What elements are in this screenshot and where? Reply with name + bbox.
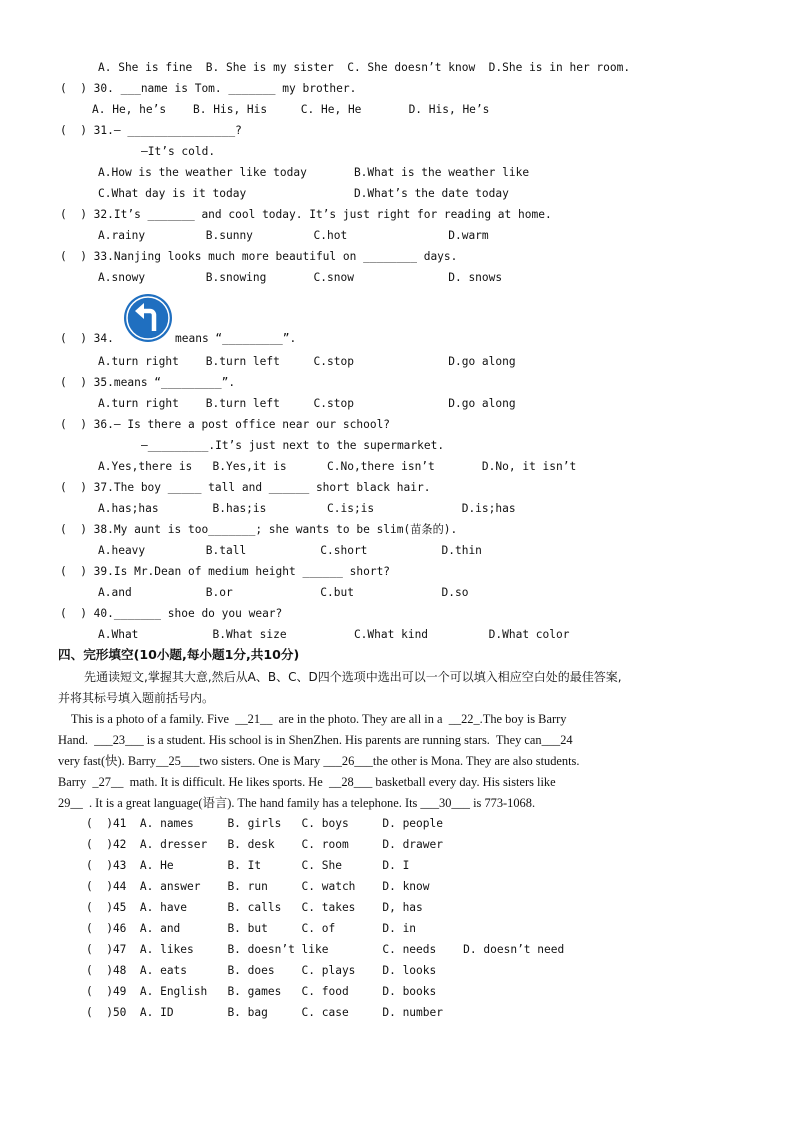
text-line-0: A. She is fine B. She is my sister C. She doesn’t know D.She is in her room. <box>98 61 631 74</box>
passage-line-5: 29__ . It is a great language(语言). The hand family has a telephone. Its ___30___ is 773-1068. <box>58 796 536 810</box>
text-line-11: ( ) 34. <box>60 332 114 345</box>
text-line-33: ( )47 A. likes B. doesn’t like C. needs D. doesn’t need <box>86 943 565 956</box>
text-line-25: ( ) 40._______ shoe do you wear? <box>60 607 283 620</box>
text-line-34: ( )48 A. eats B. does C. plays D. looks <box>86 964 437 977</box>
text-line-7: ( ) 32.It’s _______ and cool today. It’s just right for reading at home. <box>60 208 552 221</box>
text-line-15: A.turn right B.turn left C.stop D.go along <box>98 397 516 410</box>
text-line-19: ( ) 37.The boy _____ tall and ______ short black hair. <box>60 481 431 494</box>
passage-line-4: Barry _27__ math. It is difficult. He likes sports. He __28___ basketball every day. His sisters like <box>58 775 556 789</box>
passage-line-1: This is a photo of a family. Five __21__ are in the photo. They are all in a __22_.The boy is Barry <box>68 712 567 726</box>
text-line-26: A.What B.What size C.What kind D.What color <box>98 628 570 641</box>
text-line-22: A.heavy B.tall C.short D.thin <box>98 544 482 557</box>
text-line-13: A.turn right B.turn left C.stop D.go along <box>98 355 516 368</box>
text-line-5: A.How is the weather like today B.What is the weather like <box>98 166 530 179</box>
text-line-16: ( ) 36.— Is there a post office near our school? <box>60 418 391 431</box>
text-line-27: ( )41 A. names B. girls C. boys D. people <box>86 817 443 830</box>
text-line-29: ( )43 A. He B. It C. She D. I <box>86 859 410 872</box>
passage-line-2: Hand. ___23___ is a student. His school is in ShenZhen. His parents are running stars. They can___24 <box>58 733 573 747</box>
section-heading: 四、完形填空(10小题,每小题1分,共10分) <box>58 647 300 662</box>
text-line-8: A.rainy B.sunny C.hot D.warm <box>98 229 489 242</box>
text-line-23: ( ) 39.Is Mr.Dean of medium height ______ short? <box>60 565 391 578</box>
text-line-12: means “_________”. <box>175 332 297 345</box>
text-line-14: ( ) 35.means “_________”. <box>60 376 236 389</box>
text-line-9: ( ) 33.Nanjing looks much more beautiful on ________ days. <box>60 250 458 263</box>
text-line-30: ( )44 A. answer B. run C. watch D. know <box>86 880 430 893</box>
text-line-4: —It’s cold. <box>141 145 216 158</box>
text-line-28: ( )42 A. dresser B. desk C. room D. drawer <box>86 838 443 851</box>
instruction-line-2: 并将其标号填入题前括号内。 <box>58 691 215 705</box>
text-line-3: ( ) 31.— ________________? <box>60 124 242 137</box>
text-line-31: ( )45 A. have B. calls C. takes D, has <box>86 901 423 914</box>
text-line-24: A.and B.or C.but D.so <box>98 586 469 599</box>
turn-left-sign-icon <box>123 293 173 343</box>
text-line-10: A.snowy B.snowing C.snow D. snows <box>98 271 503 284</box>
text-line-6: C.What day is it today D.What’s the date today <box>98 187 509 200</box>
text-line-36: ( )50 A. ID B. bag C. case D. number <box>86 1006 443 1019</box>
text-line-32: ( )46 A. and B. but C. of D. in <box>86 922 417 935</box>
text-line-17: —_________.It’s just next to the supermarket. <box>141 439 445 452</box>
text-line-2: A. He, he’s B. His, His C. He, He D. His, He’s <box>92 103 490 116</box>
text-line-35: ( )49 A. English B. games C. food D. books <box>86 985 437 998</box>
instruction-line-1: 先通读短文,掌握其大意,然后从A、B、C、D四个选项中选出可以一个可以填入相应空白处的最佳答案, <box>84 670 622 684</box>
text-line-21: ( ) 38.My aunt is too_______; she wants to be slim(苗条的). <box>60 523 458 536</box>
text-line-18: A.Yes,there is B.Yes,it is C.No,there isn’t D.No, it isn’t <box>98 460 577 473</box>
passage-line-3: very fast(快). Barry__25___two sisters. One is Mary ___26___the other is Mona. They are also students. <box>58 754 580 768</box>
text-line-20: A.has;has B.has;is C.is;is D.is;has <box>98 502 516 515</box>
text-line-1: ( ) 30. ___name is Tom. _______ my brother. <box>60 82 357 95</box>
